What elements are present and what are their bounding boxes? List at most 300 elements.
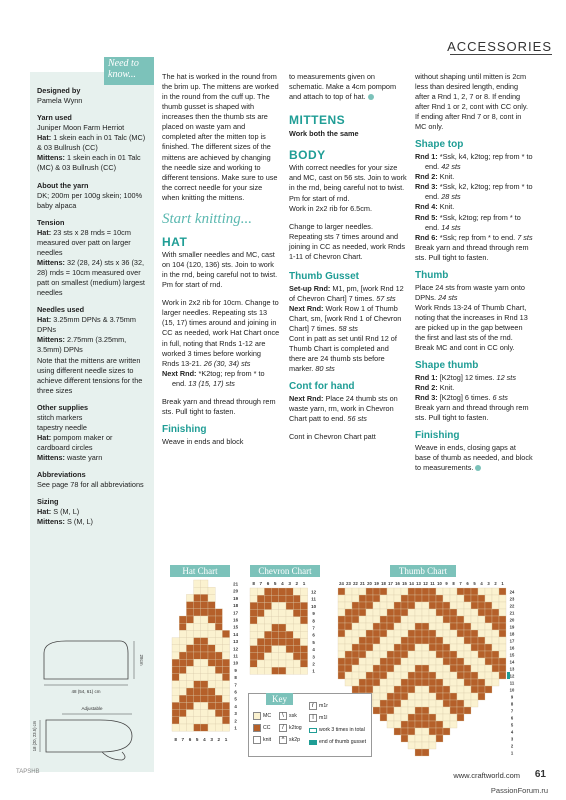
thumb-chart-cell [352, 637, 359, 644]
chevron-chart-cell [272, 617, 279, 624]
thumb-chart-cell [366, 630, 373, 637]
hat-chart-cell [208, 666, 215, 673]
hat-row-label: 1 [234, 725, 237, 731]
chevron-chart-cell [250, 617, 257, 624]
thumb-chart-cell [422, 728, 429, 735]
chevron-chart-cell [300, 667, 307, 674]
hat-row-label: 5 [234, 696, 237, 702]
thumb-row-label: 18 [509, 631, 515, 637]
thumb-chart-cell [408, 595, 415, 602]
hat-chart-cell [194, 695, 201, 702]
needles-note: Note that the mittens are written using different needle sizes to achieve different tensions for the three sizes [37, 355, 143, 395]
thumb-col-label: 3 [487, 581, 490, 586]
chevron-chart-cell [293, 588, 300, 595]
thumb-chart-cell [450, 707, 457, 714]
shape-thumb-end: Break yarn and thread through rem sts. Pull tight to fasten. [415, 403, 529, 423]
hat-chart-cell [208, 659, 215, 666]
thumb-row-label: 6 [510, 715, 514, 721]
thumb-chart-cell [394, 588, 401, 595]
thumb-chart-title: Thumb Chart [390, 565, 456, 577]
thumb-chart-cell [464, 588, 471, 595]
thumb-chart-cell [422, 707, 429, 714]
thumb-chart-cell [408, 588, 415, 595]
thumb-chart-cell [380, 644, 387, 651]
yarn-heading: Yarn used [37, 113, 72, 123]
thumb-chart-cell [471, 602, 478, 609]
thumb-chart-cell [415, 658, 422, 665]
chevron-chart-cell [264, 624, 271, 631]
chevron-row-label: 9 [312, 611, 315, 617]
thumb-row-label: 21 [509, 610, 515, 616]
thumb-chart-cell [499, 637, 506, 644]
key-k2tog-label: k2tog [289, 725, 302, 731]
thumb-chart-cell [415, 686, 422, 693]
hat-chart-cell [194, 602, 201, 609]
thumb-chart-cell [373, 644, 380, 651]
thumb-chart-cell [450, 658, 457, 665]
hat-chart-cell [222, 652, 229, 659]
thumb-chart-cell [408, 623, 415, 630]
thumb-chart-cell [443, 588, 450, 595]
hat-heading: HAT [162, 234, 188, 249]
hat-row-label: 16 [233, 617, 239, 623]
hat-row-label: 8 [234, 675, 237, 681]
thumb-chart-cell [394, 672, 401, 679]
thumb-row-label: 5 [510, 722, 514, 728]
thumb-chart-cell [401, 658, 408, 665]
thumb-chart-cell [485, 658, 492, 665]
hat-col-label: 5 [195, 737, 199, 743]
hat-chart-cell [194, 688, 201, 695]
hat-chart-cell [201, 659, 208, 666]
thumb-chart-cell [380, 707, 387, 714]
about-yarn-text: DK; 200m per 100g skein; 100% baby alpaca [37, 190, 143, 210]
thumb-chart-cell [492, 609, 499, 616]
thumb-chart-cell [380, 658, 387, 665]
thumb-chart-cell [352, 630, 359, 637]
hat-chart-cell [179, 674, 186, 681]
thumb-chart-cell [359, 672, 366, 679]
thumb-chart-cell [366, 595, 373, 602]
hat-chart-cell [201, 695, 208, 702]
hat-row-label: 15 [233, 624, 239, 630]
thumb-chart-cell [338, 630, 345, 637]
key-m1r-label: m1r [319, 703, 328, 709]
thumb-chart-cell [471, 665, 478, 672]
thumb-chart-cell [450, 700, 457, 707]
thumb-chart-cell [471, 616, 478, 623]
shape-top-heading: Shape top [415, 139, 464, 151]
thumb-row-label: 12 [509, 673, 515, 679]
thumb-chart-cell [366, 644, 373, 651]
thumb-chart-cell [457, 609, 464, 616]
column-3 [415, 72, 533, 473]
chevron-chart-cell [250, 631, 257, 638]
thumb-chart-cell [345, 637, 352, 644]
mitten-cont-text: without shaping until mitten is 2cm less than desired length, ending after a Rnd 1, 2, 7 or 8. If ending after Rnd 1 or 2, cont with CC only. If ending after Rnd 7 or 8, cont in MC only. [415, 72, 529, 132]
thumb-row-label: 9 [510, 694, 514, 700]
key-sk2p-label: sk2p [289, 737, 300, 743]
hat-chart-cell [215, 702, 222, 709]
hat-chart-cell [186, 659, 193, 666]
hat-chart-cell [186, 724, 193, 731]
chevron-chart-cell [272, 602, 279, 609]
chevron-chart-cell [286, 610, 293, 617]
thumb-chart-cell [352, 616, 359, 623]
thumb-chart-cell [478, 651, 485, 658]
thumb-chart-cell [352, 679, 359, 686]
chevron-chart-cell [300, 624, 307, 631]
thumb-chart-cell [471, 637, 478, 644]
thumb-chart-cell [450, 686, 457, 693]
hat-chart-cell [194, 630, 201, 637]
chevron-chart-cell [250, 624, 257, 631]
hat-row-label: 2 [234, 718, 237, 724]
thumb-row-label: 4 [510, 729, 514, 735]
thumb-chart-cell [429, 665, 436, 672]
hat-chart-cell [201, 623, 208, 630]
thumb-chart-cell [401, 644, 408, 651]
hat-chart-cell [208, 674, 215, 681]
hat-chart-cell [222, 695, 229, 702]
hat-col-label: 1 [224, 737, 228, 743]
hat-row-label: 17 [233, 610, 239, 616]
key-mc-swatch [253, 712, 261, 720]
hat-col-label: 6 [188, 737, 192, 743]
thumb-chart-cell [471, 651, 478, 658]
thumb-chart-cell [436, 602, 443, 609]
hat-chart-cell [186, 652, 193, 659]
thumb-chart-cell [401, 686, 408, 693]
thumb-chart-cell [450, 672, 457, 679]
thumb-chart-cell [457, 651, 464, 658]
hat-chart-cell [215, 724, 222, 731]
chevron-chart-cell [264, 667, 271, 674]
chevron-chart-cell [293, 610, 300, 617]
hat-finishing-heading: Finishing [162, 423, 207, 435]
thumb-chart-cell [387, 707, 394, 714]
thumb-chart-cell [359, 602, 366, 609]
thumb-chart-cell [478, 679, 485, 686]
supply-needle: tapestry needle [37, 422, 87, 432]
thumb-chart-cell [457, 630, 464, 637]
chevron-chart-cell [293, 638, 300, 645]
hat-chart-cell [215, 695, 222, 702]
thumb-chart-cell [485, 588, 492, 595]
hat-chart-cell [194, 666, 201, 673]
hat-chart-cell [194, 616, 201, 623]
page-number: 61 [534, 769, 546, 780]
thumb-chart-cell [478, 672, 485, 679]
chevron-chart-cell [300, 595, 307, 602]
tension-heading: Tension [37, 217, 65, 227]
chevron-chart-cell [279, 610, 286, 617]
chevron-chart-cell [300, 646, 307, 653]
thumb-chart-cell [352, 644, 359, 651]
thumb-chart-cell [338, 623, 345, 630]
thumb-chart-cell [338, 616, 345, 623]
hat-chart-cell [194, 638, 201, 645]
shape-thumb-heading: Shape thumb [415, 360, 479, 372]
chevron-chart-cell [279, 617, 286, 624]
thumb-chart-cell [345, 588, 352, 595]
thumb-chart-cell [415, 637, 422, 644]
chevron-chart-cell [279, 638, 286, 645]
chevron-chart-cell [286, 602, 293, 609]
column-1 [162, 72, 280, 447]
thumb-chart-cell [401, 728, 408, 735]
thumb-chart-cell [387, 721, 394, 728]
thumb-chart-cell [387, 686, 394, 693]
m1l-icon: l [309, 714, 317, 722]
hat-chart-cell [208, 623, 215, 630]
thumb-chart-cell [471, 623, 478, 630]
thumb-col-label: 14 [409, 581, 414, 586]
thumb-chart-cell [429, 595, 436, 602]
chevron-chart-cell [264, 588, 271, 595]
thumb-chart-cell [422, 588, 429, 595]
thumb-chart-cell [464, 637, 471, 644]
thumb-chart-cell [492, 595, 499, 602]
thumb-chart-cell [457, 700, 464, 707]
hat-row-label: 11 [233, 653, 238, 659]
thumb-chart-cell [359, 623, 366, 630]
chevron-chart-cell [286, 631, 293, 638]
thumb-chart-cell [464, 679, 471, 686]
needles-mittens: Mittens: 2.75mm (3.25mm, 3.5mm) DPNs [37, 335, 127, 355]
hat-chart-cell [186, 602, 193, 609]
thumb-chart-cell [352, 672, 359, 679]
hat-chart-cell [186, 717, 193, 724]
thumb-chart-cell [366, 686, 373, 693]
hat-chart-cell [208, 695, 215, 702]
thumb-chart-cell [373, 602, 380, 609]
thumb-chart-cell [359, 588, 366, 595]
thumb-chart-cell [429, 679, 436, 686]
thumb-chart-cell [338, 595, 345, 602]
chevron-col-label: 8 [252, 581, 255, 586]
chevron-row-label: 7 [312, 625, 315, 631]
thumb-chart-cell [443, 693, 450, 700]
thumb-chart-cell [429, 693, 436, 700]
thumb-chart-cell [464, 693, 471, 700]
yarn-hat: Hat: 1 skein each in 01 Talc (MC) & 03 Bullrush (CC) [37, 133, 146, 153]
thumb-chart-cell [373, 588, 380, 595]
thumb-chart-cell [492, 672, 499, 679]
thumb-chart-cell [478, 644, 485, 651]
thumb-chart-cell [394, 651, 401, 658]
thumb-chart-cell [429, 721, 436, 728]
thumb-chart-cell [422, 630, 429, 637]
thumb-chart-cell [457, 665, 464, 672]
thumb-row-label: 23 [509, 596, 515, 602]
thumb-chart-cell [366, 658, 373, 665]
header-rule [450, 54, 552, 55]
thumb-chart-cell [401, 609, 408, 616]
key-m1l-label: m1l [319, 715, 328, 721]
thumb-chart-cell [464, 658, 471, 665]
thumb-chart-cell [492, 623, 499, 630]
hat-chart-cell [194, 623, 201, 630]
thumb-chart-cell [387, 595, 394, 602]
thumb-chart-cell [408, 609, 415, 616]
abbreviations-heading: Abbreviations [37, 470, 86, 480]
thumb-chart-cell [436, 665, 443, 672]
thumb-chart-cell [450, 693, 457, 700]
hat-chart-cell [194, 681, 201, 688]
hat-chart-cell [208, 638, 215, 645]
thumb-chart-cell [457, 616, 464, 623]
thumb-chart-cell [443, 602, 450, 609]
m1r-icon: r [309, 702, 317, 710]
hat-row-label: 21 [233, 581, 239, 587]
thumb-chart-cell [415, 623, 422, 630]
thumb-chart-cell [338, 672, 345, 679]
thumb-chart-cell [408, 651, 415, 658]
thumb-chart-cell [436, 595, 443, 602]
hat-row-label: 12 [233, 646, 239, 652]
chevron-chart-cell [250, 667, 257, 674]
thumb-chart-cell [338, 658, 345, 665]
thumb-chart-cell [443, 609, 450, 616]
hat-chart-cell [179, 666, 186, 673]
hat-chart-cell [186, 710, 193, 717]
thumb-col-label: 7 [459, 581, 462, 586]
thumb-chart-cell [415, 742, 422, 749]
sizing-mittens: Mittens: S (M, L) [37, 517, 93, 527]
watermark: PassionForum.ru [490, 786, 548, 795]
thumb-chart-cell [499, 588, 506, 595]
thumb-chart-cell [464, 651, 471, 658]
thumb-chart-cell [429, 651, 436, 658]
thumb-chart-cell [373, 658, 380, 665]
end-dot-icon [368, 94, 374, 100]
thumb-chart-cell [457, 644, 464, 651]
thumb-chart-cell [471, 700, 478, 707]
chevron-chart-cell [257, 588, 264, 595]
thumb-chart-cell [345, 672, 352, 679]
thumb-chart-cell [366, 679, 373, 686]
chevron-chart-cell [272, 610, 279, 617]
sk2p-icon: ^ [279, 736, 287, 744]
chevron-chart-cell [279, 595, 286, 602]
thumb-chart-cell [401, 672, 408, 679]
thumb-chart-cell [387, 672, 394, 679]
thumb-chart-cell [436, 721, 443, 728]
thumb-chart-cell [492, 588, 499, 595]
chevron-chart-cell [286, 653, 293, 660]
thumb-chart-cell [366, 672, 373, 679]
thumb-chart-cell [394, 616, 401, 623]
hat-row-label: 13 [233, 639, 239, 645]
thumb-col-label: 10 [437, 581, 442, 586]
body-heading: BODY [289, 147, 326, 162]
hat-chart-cell [208, 702, 215, 709]
chevron-chart-cell [257, 617, 264, 624]
thumb-col-label: 19 [374, 581, 379, 586]
thumb-chart-cell [387, 602, 394, 609]
hat-chart-cell [215, 630, 222, 637]
hat-row-label: 3 [234, 711, 237, 717]
thumb-chart-cell [429, 630, 436, 637]
chevron-chart-cell [300, 617, 307, 624]
thumb-chart-cell [450, 623, 457, 630]
thumb-chart-cell [485, 679, 492, 686]
hat-chart-cell [201, 688, 208, 695]
mitten-finishing-text: Weave in ends, closing gaps at base of thumb as needed, and block to measurements. [415, 443, 533, 473]
thumb-chart-cell [387, 658, 394, 665]
hat-step-1: With smaller needles and MC, cast on 104 (120, 136) sts. Join to work in the rnd, being careful not to twist. Pm for start of rnd. [162, 250, 278, 290]
chevron-chart-cell [257, 660, 264, 667]
hat-chart-cell [186, 630, 193, 637]
thumb-chart-cell [352, 623, 359, 630]
thumb-chart-cell [429, 588, 436, 595]
hat-chart-cell [201, 702, 208, 709]
hat-chart-cell [201, 645, 208, 652]
thumb-chart-cell [408, 665, 415, 672]
thumb-chart-cell [478, 609, 485, 616]
chevron-row-label: 12 [311, 589, 317, 595]
thumb-chart-cell [436, 672, 443, 679]
chevron-chart-cell [250, 602, 257, 609]
thumb-chart-cell [485, 665, 492, 672]
thumb-chart-cell [408, 728, 415, 735]
thumb-chart-cell [443, 658, 450, 665]
hat-chart-cell [186, 674, 193, 681]
thumb-chart-cell [387, 588, 394, 595]
thumb-chart-cell [415, 609, 422, 616]
chevron-row-label: 11 [311, 596, 316, 602]
hat-chart-cell [208, 587, 215, 594]
thumb-chart-cell [345, 602, 352, 609]
thumb-chart-cell [380, 679, 387, 686]
mitten-width-label: 18 (20, 23.5) cm [32, 720, 37, 752]
yarn-mittens: Mittens: 1 skein each in 01 Talc (MC) & 03 Bullrush (CC) [37, 153, 141, 173]
hat-col-label: 7 [181, 737, 185, 743]
hat-chart-cell [179, 695, 186, 702]
footer-url[interactable]: www.craftworld.com [453, 771, 520, 780]
thumb-chart-cell [450, 665, 457, 672]
supply-markers: stitch markers [37, 412, 83, 422]
thumb-chart-cell [485, 637, 492, 644]
chevron-chart-title: Chevron Chart [250, 565, 320, 577]
thumb-end-gusset-marker [507, 672, 510, 679]
thumb-col-label: 18 [381, 581, 386, 586]
footer-code: TAPSHB [16, 769, 40, 775]
thumb-chart-cell [345, 679, 352, 686]
thumb-col-label: 9 [445, 581, 448, 586]
hat-chart-cell [201, 609, 208, 616]
hat-chart-cell [179, 702, 186, 709]
hat-chart-cell [186, 594, 193, 601]
thumb-chart-cell [478, 595, 485, 602]
hand-heading: Cont for hand [289, 381, 355, 393]
chevron-chart-cell [272, 624, 279, 631]
chevron-chart-cell [250, 595, 257, 602]
thumb-chart-cell [436, 735, 443, 742]
thumb-chart-cell [436, 588, 443, 595]
thumb-row-label: 7 [510, 708, 514, 714]
thumb-chart-cell [443, 700, 450, 707]
hat-chart-cell [222, 681, 229, 688]
thumb-chart-cell [380, 700, 387, 707]
thumb-chart-cell [457, 595, 464, 602]
hat-row-label: 4 [234, 703, 237, 709]
thumb-chart-cell [422, 658, 429, 665]
thumb-chart-cell [429, 602, 436, 609]
shape-top-end: Break yarn and thread through rem sts. Pull tight to fasten. [415, 242, 529, 262]
thumb-chart-cell [485, 609, 492, 616]
